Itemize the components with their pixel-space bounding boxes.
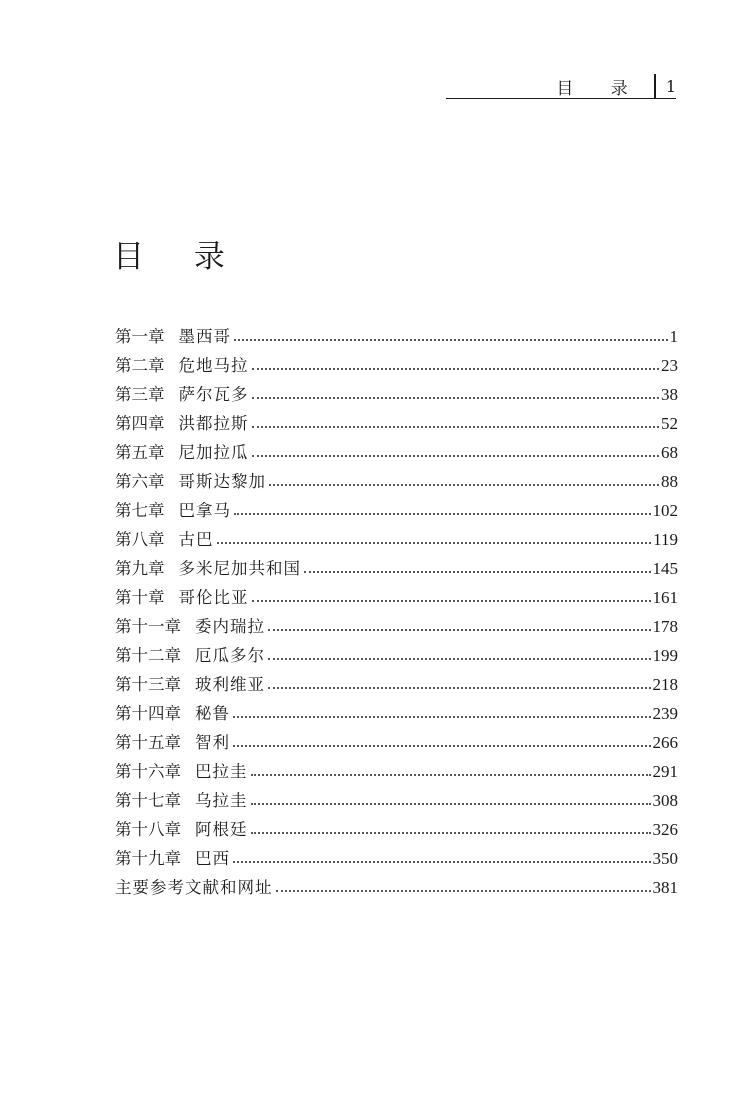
toc-page-number: 38 [661, 385, 678, 404]
toc-page-number: 102 [652, 501, 678, 520]
toc-chapter-label: 第十一章 [115, 617, 181, 636]
toc-chapter-label: 第六章 [115, 472, 165, 491]
toc-leader-dots [234, 513, 651, 515]
toc-leader-dots [251, 803, 651, 805]
toc-entry[interactable] [115, 608, 678, 637]
toc-page-number: 239 [652, 704, 678, 723]
toc-title: 危地马拉 [178, 356, 249, 375]
toc-leader-dots [233, 745, 651, 747]
toc-title: 玻利维亚 [195, 675, 265, 694]
toc-entry[interactable] [115, 637, 678, 666]
toc-leader-dots [268, 687, 651, 689]
toc-chapter-label: 第十三章 [115, 675, 181, 694]
toc-entry[interactable] [115, 724, 678, 753]
toc-leader-dots [268, 658, 651, 660]
toc-title: 委内瑞拉 [195, 617, 265, 636]
toc-leader-dots [269, 484, 659, 486]
toc-entry[interactable] [115, 695, 678, 724]
toc-chapter-label: 第十九章 [115, 849, 181, 868]
table-of-contents [115, 318, 678, 898]
toc-chapter-label: 第十四章 [115, 704, 181, 723]
toc-title: 厄瓜多尔 [195, 646, 265, 665]
header-divider [654, 74, 656, 98]
toc-leader-dots [276, 890, 651, 892]
toc-page-number: 291 [652, 762, 678, 781]
toc-title: 尼加拉瓜 [178, 443, 249, 462]
toc-title: 巴拿马 [178, 501, 231, 520]
header-rule [446, 98, 676, 99]
toc-entry[interactable] [115, 811, 678, 840]
toc-page-number: 326 [652, 820, 678, 839]
toc-title: 秘鲁 [195, 704, 230, 723]
toc-page-number: 68 [661, 443, 678, 462]
toc-entry[interactable] [115, 869, 678, 898]
toc-leader-dots [252, 426, 660, 428]
toc-chapter-label: 第七章 [115, 501, 165, 520]
header-title: 目 录 [556, 78, 644, 99]
toc-chapter-label: 第十五章 [115, 733, 181, 752]
toc-chapter-label: 第九章 [115, 559, 165, 578]
toc-page-number: 145 [652, 559, 678, 578]
toc-entry[interactable] [115, 347, 678, 376]
toc-chapter-label: 第三章 [115, 385, 165, 404]
toc-leader-dots [233, 716, 651, 718]
toc-chapter-label: 第一章 [115, 327, 165, 346]
toc-leader-dots [252, 397, 660, 399]
toc-title: 多米尼加共和国 [178, 559, 301, 578]
toc-title: 洪都拉斯 [178, 414, 249, 433]
toc-chapter-label: 第四章 [115, 414, 165, 433]
toc-chapter-label: 第十八章 [115, 820, 181, 839]
toc-entry[interactable] [115, 376, 678, 405]
toc-page-number: 350 [652, 849, 678, 868]
toc-entry[interactable] [115, 753, 678, 782]
toc-title: 智利 [195, 733, 230, 752]
toc-chapter-label: 第十二章 [115, 646, 181, 665]
toc-leader-dots [252, 600, 651, 602]
toc-page-number: 308 [652, 791, 678, 810]
toc-entry[interactable] [115, 318, 678, 347]
toc-title: 古巴 [178, 530, 214, 549]
toc-entry[interactable] [115, 840, 678, 869]
toc-title: 墨西哥 [178, 327, 231, 346]
toc-entry[interactable] [115, 579, 678, 608]
toc-leader-dots [252, 368, 660, 370]
toc-leader-dots [251, 832, 651, 834]
toc-leader-dots [252, 455, 660, 457]
toc-page-number: 52 [661, 414, 678, 433]
toc-leader-dots [251, 774, 651, 776]
toc-entry[interactable] [115, 405, 678, 434]
toc-chapter-label: 第十六章 [115, 762, 181, 781]
toc-page-number: 88 [661, 472, 678, 491]
toc-leader-dots [304, 571, 651, 573]
toc-chapter-label: 第十七章 [115, 791, 181, 810]
toc-entry[interactable] [115, 521, 678, 550]
toc-chapter-label: 第二章 [115, 356, 165, 375]
toc-title: 哥伦比亚 [178, 588, 249, 607]
toc-page-number: 23 [661, 356, 678, 375]
toc-page-number: 218 [652, 675, 678, 694]
toc-title: 阿根廷 [195, 820, 248, 839]
toc-page-number: 381 [652, 878, 678, 897]
header-page-number: 1 [665, 76, 676, 96]
toc-page-number: 119 [653, 530, 678, 549]
toc-entry[interactable] [115, 550, 678, 579]
toc-entry[interactable] [115, 492, 678, 521]
page-title: 目 录 [113, 238, 245, 275]
toc-entry[interactable] [115, 463, 678, 492]
toc-page-number: 161 [652, 588, 678, 607]
toc-leader-dots [234, 339, 668, 341]
toc-chapter-label: 第八章 [115, 530, 165, 549]
toc-title: 主要参考文献和网址 [115, 878, 273, 897]
toc-page-number: 178 [652, 617, 678, 636]
toc-entry[interactable] [115, 434, 678, 463]
toc-entry[interactable] [115, 666, 678, 695]
toc-entry[interactable] [115, 782, 678, 811]
toc-title: 巴拉圭 [195, 762, 248, 781]
toc-title: 巴西 [195, 849, 230, 868]
toc-page-number: 1 [669, 327, 678, 346]
toc-title: 萨尔瓦多 [178, 385, 249, 404]
toc-page-number: 199 [652, 646, 678, 665]
toc-title: 哥斯达黎加 [178, 472, 266, 491]
toc-leader-dots [233, 861, 651, 863]
toc-chapter-label: 第十章 [115, 588, 165, 607]
toc-leader-dots [217, 542, 652, 544]
toc-title: 乌拉圭 [195, 791, 248, 810]
running-header [556, 75, 676, 97]
toc-chapter-label: 第五章 [115, 443, 165, 462]
toc-page-number: 266 [652, 733, 678, 752]
toc-leader-dots [268, 629, 651, 631]
